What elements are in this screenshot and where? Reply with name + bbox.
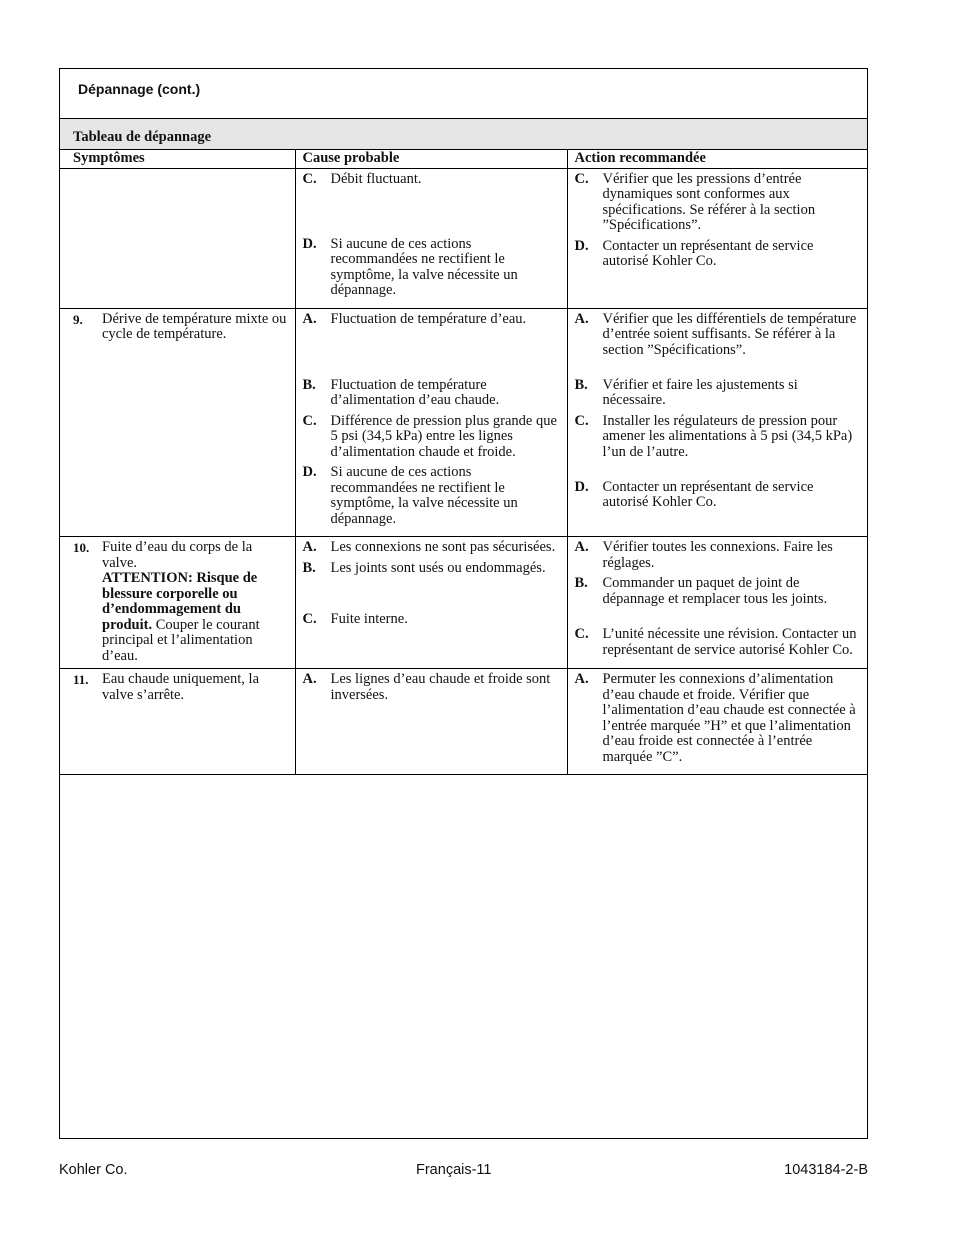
action-item-text: L’unité nécessite une révision. Contacter un représentant de service autorisé Kohler Co. <box>602 626 857 658</box>
action-cell <box>567 537 867 669</box>
action-item-key: D. <box>574 237 589 254</box>
action-item-text: Vérifier que les différentiels de température d’entrée soient suffisants. Se référer à la section ”Spécifications”. <box>602 310 857 358</box>
symptom-item <box>73 540 290 664</box>
table-row <box>60 308 867 537</box>
cause-item-text: Fuite interne. <box>330 610 408 627</box>
action-item <box>575 312 863 373</box>
action-item-key: D. <box>574 478 589 495</box>
action-cell <box>567 669 867 775</box>
cause-item <box>303 312 562 373</box>
cause-item <box>303 540 562 556</box>
table-row <box>60 168 867 308</box>
header-cause: Cause probable <box>295 150 567 169</box>
symptom-number: 10. <box>73 540 90 555</box>
action-item-text: Vérifier que les pressions d’entrée dynamiques sont conformes aux spécifications. Se référer à la section ”Spécifications”. <box>602 170 816 233</box>
footer-company: Kohler Co. <box>59 1162 128 1178</box>
table-title: Tableau de dépannage <box>60 119 867 149</box>
symptom-cell <box>60 308 295 537</box>
footer-document-number: 1043184-2-B <box>784 1162 868 1178</box>
symptom-item <box>73 672 290 703</box>
action-item-text: Contacter un représentant de service autorisé Kohler Co. <box>602 237 814 269</box>
warning-instruction: Couper le courant principal et l’alimentation d’eau. <box>102 616 260 664</box>
cause-item <box>303 672 562 703</box>
cause-item-key: C. <box>302 412 317 429</box>
action-item-key: A. <box>574 310 589 327</box>
action-item <box>575 480 863 511</box>
action-cell <box>567 308 867 537</box>
action-item <box>575 672 863 765</box>
cause-item-key: B. <box>302 559 316 576</box>
symptom-content <box>102 540 290 664</box>
action-item-text: Contacter un représentant de service autorisé Kohler Co. <box>602 478 814 510</box>
symptom-text: Dérive de température mixte ou cycle de température. <box>102 310 287 342</box>
cause-cell <box>295 168 567 308</box>
table-body <box>60 168 867 775</box>
cause-cell <box>295 308 567 537</box>
symptom-item <box>73 312 290 343</box>
cause-item-key: A. <box>302 671 317 687</box>
cause-item-text: Si aucune de ces actions recommandées ne rectifient le symptôme, la valve nécessite un dépannage. <box>330 464 518 527</box>
symptom-content <box>102 312 290 343</box>
action-item-text: Permuter les connexions d’alimentation d’eau chaude et froide. Vérifier que l’alimentation d’eau chaude est connectée à l’entrée marquée ”H” et que l’alimentation d’eau froide est connectée à l’entrée marquée ”C”. <box>602 671 856 765</box>
cause-item <box>303 465 562 527</box>
page-frame <box>59 68 868 1139</box>
action-item <box>575 576 863 622</box>
symptom-warning <box>102 571 290 664</box>
symptom-content <box>102 672 290 703</box>
action-item <box>575 627 863 658</box>
action-item-key: C. <box>574 170 589 187</box>
symptom-number: 11. <box>73 672 89 687</box>
cause-item-key: B. <box>302 376 316 393</box>
cause-item-key: A. <box>302 539 317 555</box>
cause-item-text: Fluctuation de température d’alimentation d’eau chaude. <box>330 376 500 408</box>
cause-item-text: Les joints sont usés ou endommagés. <box>330 559 546 576</box>
cause-item <box>303 172 562 232</box>
cause-item-key: A. <box>302 310 317 327</box>
footer-page-number: Français-11 <box>416 1162 492 1178</box>
action-item-key: A. <box>574 539 589 555</box>
cause-cell <box>295 669 567 775</box>
header-symptoms: Symptômes <box>60 150 295 169</box>
cause-item-key: C. <box>302 610 317 627</box>
action-item <box>575 239 863 270</box>
cause-item <box>303 561 562 607</box>
cause-item-text: Si aucune de ces actions recommandées ne rectifient le symptôme, la valve nécessite un dépannage. <box>330 235 518 298</box>
table-header-row <box>60 150 867 169</box>
cause-item-key: D. <box>302 464 317 480</box>
action-cell <box>567 168 867 308</box>
cause-item <box>303 378 562 409</box>
action-item <box>575 378 863 409</box>
symptom-cell <box>60 168 295 308</box>
action-item-text: Commander un paquet de joint de dépannage et remplacer tous les joints. <box>602 575 828 607</box>
cause-item-text: Les connexions ne sont pas sécurisées. <box>330 539 556 555</box>
cause-item <box>303 612 562 628</box>
action-item-key: C. <box>574 412 589 429</box>
troubleshooting-table <box>60 149 867 775</box>
section-title: Dépannage (cont.) <box>60 69 867 119</box>
cause-item-key: D. <box>302 235 317 252</box>
symptom-text: Eau chaude uniquement, la valve s’arrête. <box>102 671 260 703</box>
symptom-number: 9. <box>73 311 83 327</box>
cause-item <box>303 414 562 461</box>
warning-text: ATTENTION: Risque de blessure corporelle ou d’endommagement du produit. <box>102 570 258 633</box>
symptom-cell <box>60 669 295 775</box>
action-item-text: Vérifier et faire les ajustements si nécessaire. <box>602 376 798 408</box>
action-item-key: A. <box>574 671 589 687</box>
symptom-text: Fuite d’eau du corps de la valve. <box>102 539 253 571</box>
cause-cell <box>295 537 567 669</box>
cause-item-text: Fluctuation de température d’eau. <box>330 310 527 327</box>
action-item-text: Installer les régulateurs de pression pour amener les alimentations à 5 psi (34,5 kPa) l’un de l’autre. <box>602 412 853 460</box>
cause-item-text: Débit fluctuant. <box>330 170 422 187</box>
header-action: Action recommandée <box>567 150 867 169</box>
cause-item-key: C. <box>302 170 317 187</box>
cause-item-text: Les lignes d’eau chaude et froide sont inversées. <box>330 671 551 703</box>
table-row <box>60 537 867 669</box>
action-item-text: Vérifier toutes les connexions. Faire les réglages. <box>602 539 833 571</box>
action-item <box>575 540 863 571</box>
action-item <box>575 172 863 234</box>
table-row <box>60 669 867 775</box>
action-item-key: B. <box>574 575 588 591</box>
action-item <box>575 414 863 475</box>
action-item-key: C. <box>574 626 589 642</box>
symptom-cell <box>60 537 295 669</box>
cause-item-text: Différence de pression plus grande que 5 psi (34,5 kPa) entre les lignes d’alimentation chaude et froide. <box>330 412 557 460</box>
cause-item <box>303 237 562 299</box>
action-item-key: B. <box>574 376 588 393</box>
